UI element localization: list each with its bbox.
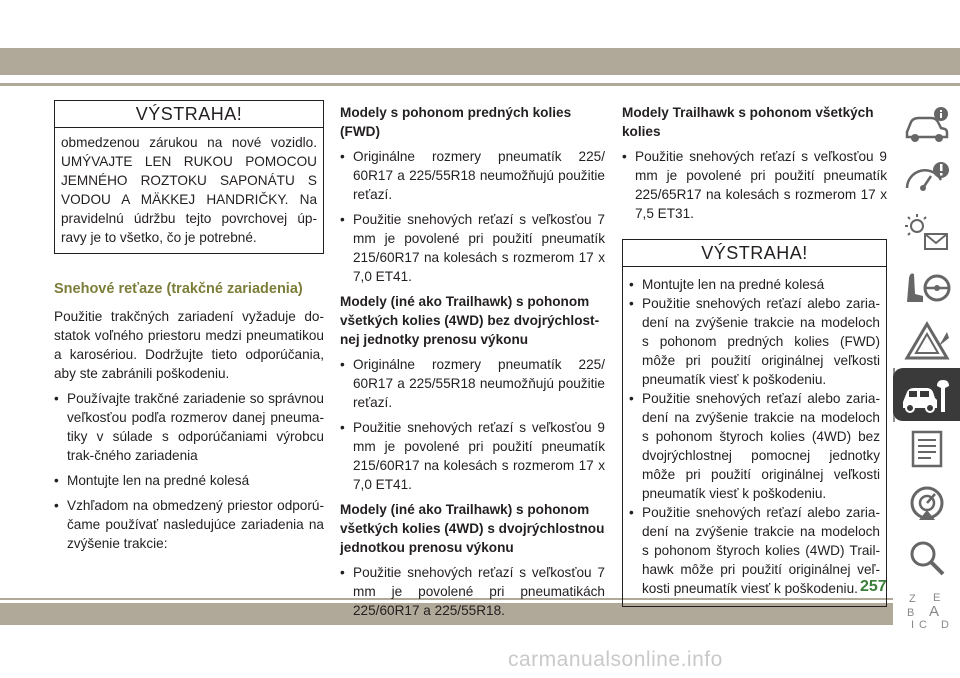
- list-item: • Použitie snehových reťazí s veľkosťou 9 mm je povolené pri použití pneumatík 225/65R17 na kolesách s rozmerom 17 x 7,5 ET31.: [622, 147, 887, 223]
- column-middle: [340, 103, 605, 626]
- index-letter: Z: [908, 592, 916, 605]
- chapter-tab-multimedia[interactable]: [893, 476, 960, 530]
- chapter-tab-car-info[interactable]: [893, 98, 960, 152]
- chapter-tab-index[interactable]: [893, 584, 960, 638]
- subheading: Modely s pohonom predných kolies (FWD): [340, 105, 572, 139]
- column-left: [54, 100, 324, 559]
- warning-box: [54, 100, 324, 254]
- list-item: • Použitie snehových reťazí s veľkosťou 7 mm je povolené pri použití pneumatík 215/60R17 na kolesách s rozmerom 17 x 7,0 ET41.: [340, 210, 605, 286]
- list-item: • Originálne rozmery pneumatík 225/ 60R17 a 225/55R18 neumožňujú použitie reťazí.: [340, 355, 605, 412]
- bullet-list: [340, 147, 605, 286]
- speedometer-gear-icon: [901, 482, 953, 524]
- list-item: • Použitie snehových reťazí alebo zaria-dení na zvýšenie trakcie na modeloch s pohonom predných kolies (FWD) môže pri použití originálnej veľkosti pneumatík viesť k poškodeniu.: [629, 294, 880, 389]
- list-item: • Použitie snehových reťazí alebo zaria-dení na zvýšenie trakcie na modeloch s pohonom štyroch kolies (4WD) Trail-hawk môže pri použití originálnej veľ-kosti pneumatík viesť k poškodeniu.: [629, 503, 880, 598]
- steering-seat-icon: [901, 266, 953, 308]
- chapter-tab-steering[interactable]: [893, 260, 960, 314]
- subheading: Modely Trailhawk s pohonom všetkých kolies: [622, 105, 874, 139]
- list-item: • Použitie snehových reťazí alebo zaria-dení na zvýšenie trakcie na modeloch s pohonom štyroch kolies (4WD) bez dvojrýchlostnej pomocnej jednotky môže pri použití originálnej veľkosti pneumatík viesť k poškodeniu.: [629, 389, 880, 503]
- warning-body: [623, 267, 886, 606]
- magnifier-icon: [901, 536, 953, 578]
- lights-message-icon: [901, 212, 953, 254]
- car-wrench-icon: [901, 374, 953, 416]
- list-item: • Použitie snehových reťazí s veľkosťou 7 mm je povolené pri pneumatikách 225/60R17 a 225/55R18.: [340, 563, 605, 620]
- chapter-tab-search[interactable]: [893, 530, 960, 584]
- list-item: • Použitie snehových reťazí s veľkosťou 9 mm je povolené pri použití pneumatík 215/60R17 na kolesách s rozmerom 17 x 7,0 ET41.: [340, 418, 605, 494]
- list-item: • Montujte len na predné kolesá: [629, 275, 880, 294]
- alphabet-index-icon: [901, 590, 953, 632]
- warning-title: VÝSTRAHA!: [55, 101, 323, 128]
- chapter-tab-emergency[interactable]: [893, 314, 960, 368]
- bullet-list: [340, 355, 605, 494]
- car-info-icon: [901, 104, 953, 146]
- bullet-list: [340, 563, 605, 620]
- warning-title: VÝSTRAHA!: [623, 240, 886, 267]
- intro-paragraph: Použitie trakčných zariadení vyžaduje do-statok voľného priestoru medzi pneumatikou a karosériou. Dodržujte tieto odporúčania, aby ste zabránili poškodeniu.: [54, 309, 324, 381]
- chapter-tab-dashboard[interactable]: [893, 152, 960, 206]
- warning-box: [622, 239, 887, 607]
- watermark: carmanualsonline.info: [508, 648, 723, 671]
- index-letter: I: [910, 618, 914, 631]
- chapter-tab-lights[interactable]: [893, 206, 960, 260]
- index-letter: B: [906, 606, 914, 619]
- list-item: • Originálne rozmery pneumatík 225/ 60R17 a 225/55R18 neumožňujú použitie reťazí.: [340, 147, 605, 204]
- column-right: [622, 103, 887, 607]
- chapter-tab-specs[interactable]: [893, 422, 960, 476]
- section-title: Snehové reťaze (trakčné zariadenia): [54, 281, 303, 297]
- page-number: 257: [860, 578, 887, 595]
- chapter-tab-maintenance[interactable]: [893, 368, 960, 422]
- bullet-list: [54, 389, 324, 553]
- list-item: • Vzhľadom na obmedzený priestor odporú-čame používať nasledujúce zariadenia na zvýšenie trakcie:: [54, 496, 324, 553]
- index-letter: D: [940, 618, 949, 631]
- list-item: • Montujte len na predné kolesá: [54, 471, 324, 490]
- subheading: Modely (iné ako Trailhawk) s pohonom všetkých kolies (4WD) bez dvojrýchlost-nej jednotky prenosu výkonu: [340, 294, 600, 347]
- warning-list: [629, 275, 880, 598]
- subheading: Modely (iné ako Trailhawk) s pohonom všetkých kolies (4WD) s dvojrýchlostnou jednotkou prenosu výkonu: [340, 502, 605, 555]
- index-letter: A: [928, 602, 939, 620]
- header-rule: [0, 83, 960, 86]
- list-item: • Používajte trakčné zariadenie so správnou veľkosťou podľa rozmerov danej pneuma-tiky v súlade s odporúčaniami výrobcu trak-čného zariadenia: [54, 389, 324, 465]
- index-letter: C: [918, 618, 927, 631]
- warning-text: obmedzenou zárukou na nové vozidlo. UMÝVAJTE LEN RUKOU POMOCOU JEMNÉHO ROZTOKU SAPONÁTU S VODOU A MÄKKEJ HANDRIČKY. Na pravidelnú údržbu tejto povrchovej úp-ravy je to všetko, čo je potrebné.: [61, 135, 317, 245]
- chapter-sidebar: [893, 98, 960, 638]
- document-list-icon: [901, 428, 953, 470]
- dashboard-warning-icon: [901, 158, 953, 200]
- triangle-warning-icon: [901, 320, 953, 362]
- index-letter: E: [932, 591, 940, 604]
- bullet-list: [622, 147, 887, 223]
- header-band: [0, 48, 960, 75]
